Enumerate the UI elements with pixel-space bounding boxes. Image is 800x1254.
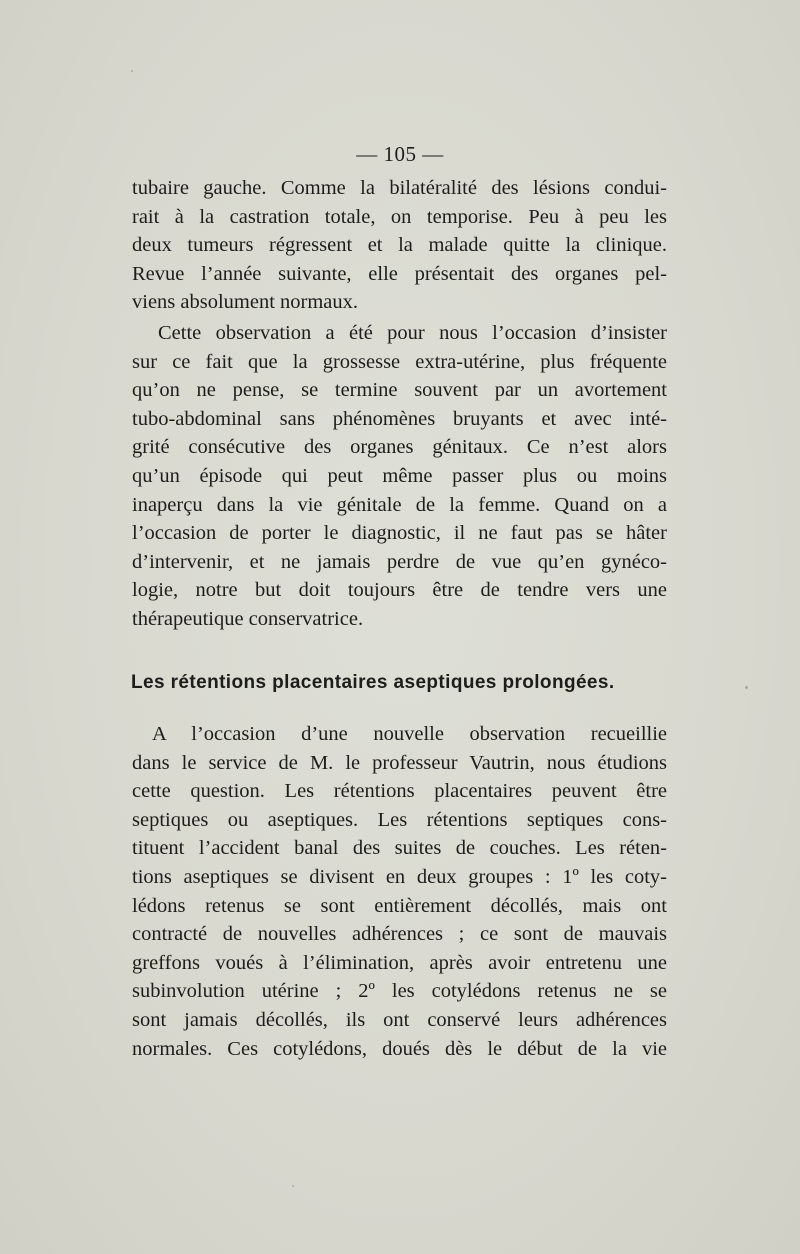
text-line: l’occasion de porter le diagnostic, il ne faut pas se hâter	[132, 522, 667, 545]
paper-speck	[131, 70, 133, 72]
text-line: A l’occasion d’une nouvelle observation recueillie	[152, 723, 667, 745]
text-line: septiques ou aseptiques. Les rétentions septiques cons-	[132, 808, 667, 831]
text-line: sont jamais décollés, ils ont conservé leurs adhérences	[132, 1008, 667, 1031]
text-line: lédons retenus se sont entièrement décollés, mais ont	[132, 894, 667, 917]
text-line: inaperçu dans la vie génitale de la femme. Quand on a	[132, 493, 667, 516]
text-line: viens absolument normaux.	[132, 291, 359, 314]
paper-speck	[292, 1185, 294, 1187]
section-heading: Les rétentions placentaires aseptiques prolongées.	[131, 672, 615, 693]
text-block-lower	[132, 720, 667, 1063]
text-line: logie, notre but doit toujours être de tendre vers une	[132, 579, 667, 602]
text-line: normales. Ces cotylédons, doués dès le début de la vie	[132, 1037, 667, 1060]
text-line: qu’un épisode qui peut même passer plus ou moins	[132, 464, 667, 487]
paragraph-3	[132, 720, 667, 1063]
text-line: tituent l’accident banal des suites de couches. Les réten-	[132, 837, 667, 860]
text-line: dans le service de M. le professeur Vautrin, nous étudions	[132, 751, 667, 774]
text-line: thérapeutique conservatrice.	[132, 607, 364, 630]
text-line: qu’on ne pense, se termine souvent par un avortement	[132, 379, 667, 402]
text-line: greffons voués à l’élimination, après avoir entretenu une	[132, 951, 667, 974]
text-line: Revue l’année suivante, elle présentait des organes pel-	[132, 262, 667, 285]
text-line: sur ce fait que la grossesse extra-utérine, plus fréquente	[132, 350, 667, 373]
text-line: tubaire gauche. Comme la bilatéralité des lésions condui-	[132, 177, 667, 199]
text-line: tubo-abdominal sans phénomènes bruyants et avec inté-	[132, 407, 667, 430]
text-line: deux tumeurs régressent et la malade quitte la clinique.	[132, 234, 667, 257]
text-line: contracté de nouvelles adhérences ; ce sont de mauvais	[132, 923, 667, 946]
text-line: Cette observation a été pour nous l’occasion d’insister	[158, 321, 667, 344]
page-number: — 105 —	[356, 142, 444, 166]
paper-speck	[745, 686, 748, 689]
paragraph-2	[132, 319, 667, 634]
paragraph-1	[132, 174, 667, 317]
text-line: cette question. Les rétentions placentaires peuvent être	[132, 780, 667, 803]
text-block-upper	[132, 174, 667, 634]
text-line: d’intervenir, et ne jamais perdre de vue qu’en gynéco-	[132, 550, 667, 573]
text-line: tions aseptiques se divisent en deux groupes : 1º les coty-	[132, 865, 667, 888]
text-line: grité consécutive des organes génitaux. Ce n’est alors	[132, 436, 667, 459]
text-line: subinvolution utérine ; 2º les cotylédons retenus ne se	[132, 980, 667, 1003]
text-line: rait à la castration totale, on temporise. Peu à peu les	[132, 205, 667, 228]
